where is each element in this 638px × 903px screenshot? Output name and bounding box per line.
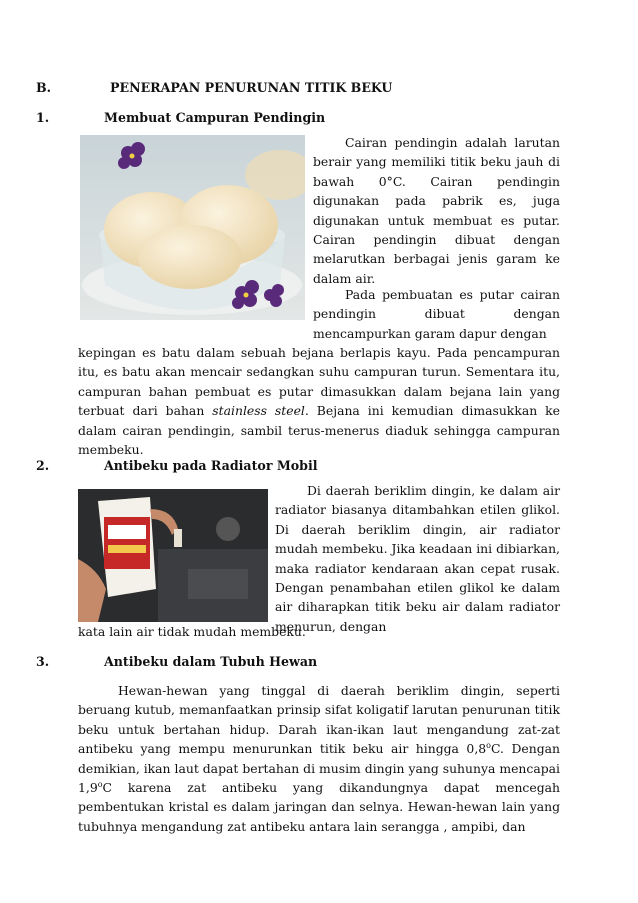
section-title: PENERAPAN PENURUNAN TITIK BEKU [110,80,393,95]
item1-para2-full: kepingan es batu dalam sebuah bejana berlapis kayu. Pada pencampuran itu, es batu akan mencair sedangkan suhu campuran turun. Sementara itu, campuran bahan pembuat es putar dimasukkan dalam bejana lain yang terbuat dari bahan stainless steel. Bejana ini kemudian dimasukkan ke dalam cairan pendingin, sambil terus-menerus diaduk sehingga campuran membeku. [78,345,560,458]
item1-para1: Cairan pendingin adalah larutan berair yang memiliki titik beku jauh di bawah 0°C. Cairan pendingin digunakan pada pabrik es, juga digunakan untuk membuat es putar. Cairan pendingin dibuat dengan melarutkan berbagai jenis garam ke dalam air. [313,135,560,286]
item2-para-right: Di daerah beriklim dingin, ke dalam air radiator biasanya ditambahkan etilen glikol. Di daerah beriklim dingin, air radiator mudah membeku. Jika keadaan ini dibiarkan, maka radiator kendaraan akan cepat rusak. Dengan penambahan etilen glikol ke dalam air diharapkan titik beku air dalam radiator menurun, dengan [275,483,560,634]
item2-para-full: kata lain air tidak mudah membeku. [78,624,306,639]
item-number-2: 2. [36,458,50,473]
ice-cream-photo [80,135,305,320]
item-number-3: 3. [36,654,50,669]
item3-para: Hewan-hewan yang tinggal di daerah beriklim dingin, seperti beruang kutub, memanfaatkan prinsip sifat koligatif larutan penurunan titik beku untuk bertahan hidup. Darah ikan-ikan laut mengandung zat-zat antibeku yang mempu menurunkan titik beku air hingga 0,8$^o$C. Dengan demikian, ikan laut dapat bertahan di musim dingin yang suhunya mencapai 1,9$^o$C karena zat antibeku yang dikandungnya dapat mencegah pembentukan kristal es dalam jaringan dan selnya. Hewan-hewan lain yang tubuhnya mengandung zat antibeku antara lain serangga , ampibi, dan [78,683,561,834]
item1-para2-top: Pada pembuatan es putar cairan pendingin dibuat dengan mencampurkan garam dapur dengan [313,287,560,341]
ice-cream-image [80,135,305,320]
item-title-3: Antibeku dalam Tubuh Hewan [104,654,318,669]
item-number-1: 1. [36,110,50,125]
radiator-image [78,489,268,622]
section-letter: B. [36,80,52,95]
radiator-photo [78,489,268,622]
item-title-1: Membuat Campuran Pendingin [104,110,326,125]
item-title-2: Antibeku pada Radiator Mobil [104,458,318,473]
